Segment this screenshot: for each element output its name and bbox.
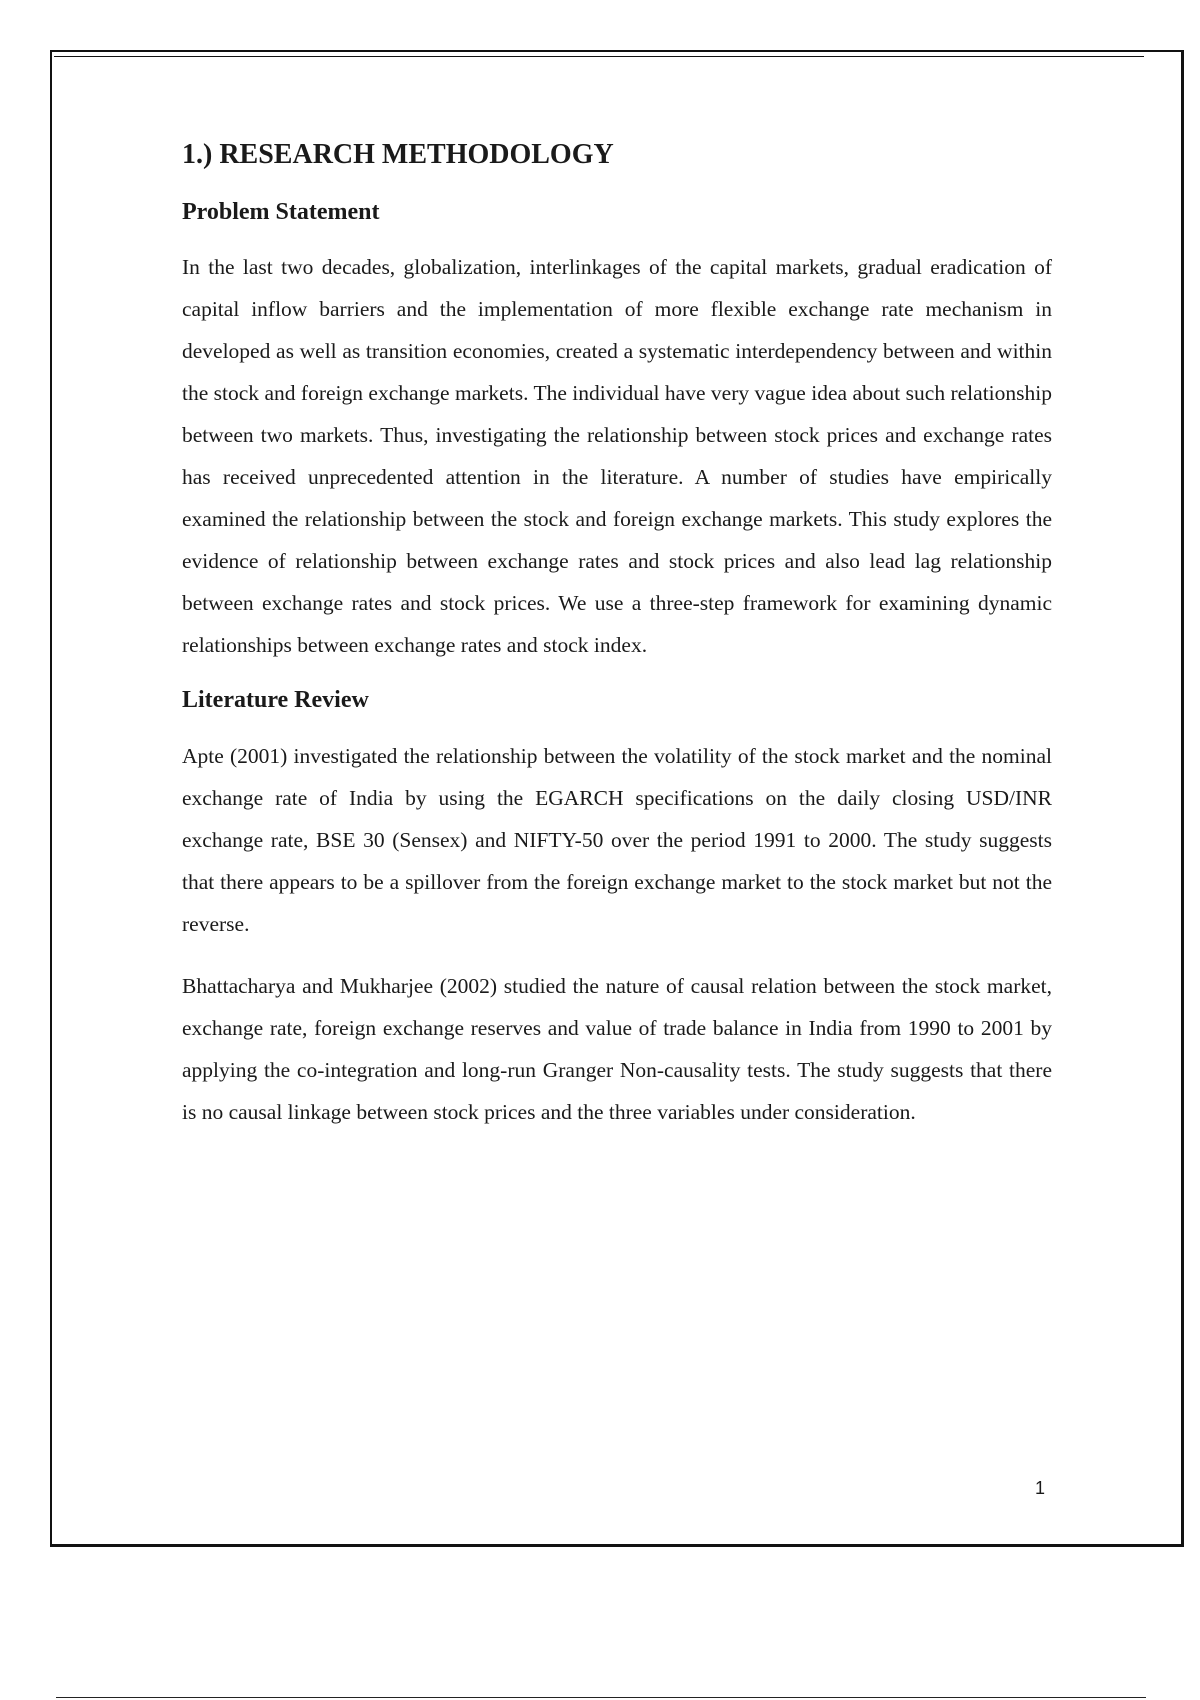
problem-statement-paragraph: In the last two decades, globalization, interlinkages of the capital markets, gradual eradication of capital inflow barriers and the implementation of more flexible exchange rate mechanism in developed as well as transition economies, created a systematic interdependency between and within the stock and foreign exchange markets. The individual have very vague idea about such relationship between two markets. Thus, investigating the relationship between stock prices and exchange rates has received unprecedented attention in the literature. A number of studies have empirically examined the relationship between the stock and foreign exchange markets. This study explores the evidence of relationship between exchange rates and stock prices and also lead lag relationship between exchange rates and stock prices. We use a three-step framework for examining dynamic relationships between exchange rates and stock index. xyxy=(182,255,1052,658)
footer-rule xyxy=(56,1697,1146,1698)
literature-review-paragraph-bhattacharya: Bhattacharya and Mukharjee (2002) studied the nature of causal relation between the stock market, exchange rate, foreign exchange reserves and value of trade balance in India from 1990 to 2001 by applying the co-integration and long-run Granger Non-causality tests. The study suggests that there is no causal linkage between stock prices and the three variables under consideration. xyxy=(182,974,1052,1125)
section-heading-problem-statement: Problem Statement xyxy=(182,198,380,225)
page-content xyxy=(182,138,1052,1133)
page-number: 1 xyxy=(1035,1478,1046,1498)
literature-review-paragraph-apte: Apte (2001) investigated the relationship between the volatility of the stock market and the nominal exchange rate of India by using the EGARCH specifications on the daily closing USD/INR exchange rate, BSE 30 (Sensex) and NIFTY-50 over the period 1991 to 2000. The study suggests that there appears to be a spillover from the foreign exchange market to the stock market but not the reverse. xyxy=(182,744,1052,937)
page-top-rule xyxy=(54,56,1144,57)
main-heading: 1.) RESEARCH METHODOLOGY xyxy=(182,139,614,170)
section-heading-literature-review: Literature Review xyxy=(182,687,369,714)
